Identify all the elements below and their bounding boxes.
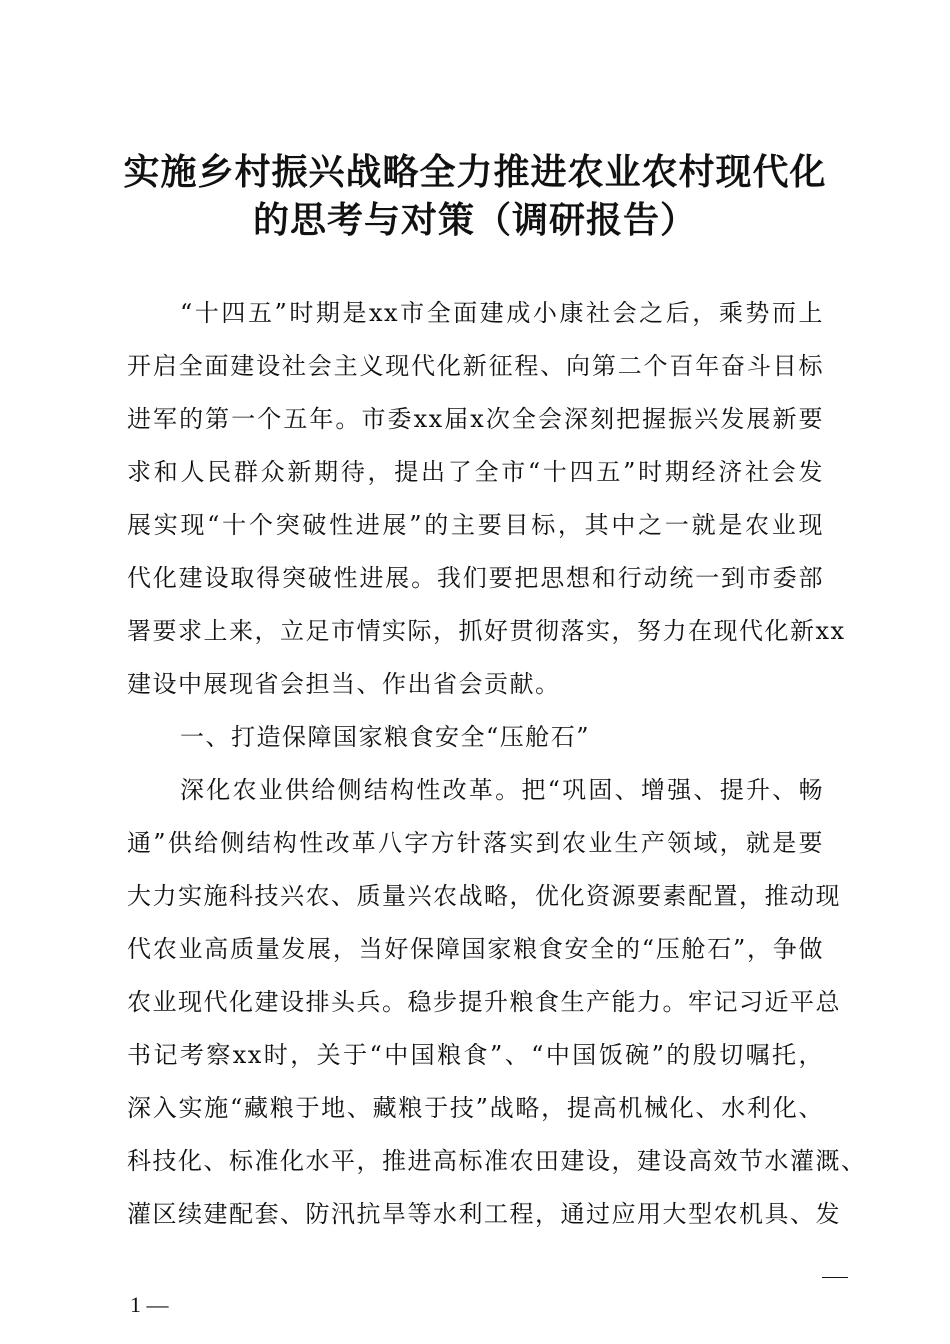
section-heading-text: 一、打造保障国家粮食安全“压舱石” [180, 723, 591, 751]
text-line: 农业现代化建设排头兵。稳步提升粮食生产能力。牢记习近平总 [127, 988, 841, 1016]
document-title-line-2: 的思考与对策（调研报告） [252, 199, 697, 241]
text-line: 展实现“十个突破性进展”的主要目标，其中之一就是农业现 [127, 511, 824, 539]
text-line: 代农业高质量发展，当好保障国家粮食安全的“压舱石”，争做 [127, 935, 824, 963]
document-title-line-1: 实施乡村振兴战略全力推进农业农村现代化 [123, 151, 827, 193]
text-line: 署要求上来，立足市情实际，抓好贯彻落实，努力在现代化新xx [127, 617, 846, 645]
page-number: 1 — [130, 1292, 169, 1317]
footer-rule [822, 1277, 848, 1278]
text-line: 建设中展现省会担当、作出省会贡献。 [127, 670, 561, 698]
text-line: 通”供给侧结构性改革八字方针落实到农业生产领域，就是要 [127, 829, 824, 857]
text-line: 科技化、标准化水平，推进高标准农田建设，建设高效节水灌溉、 [127, 1147, 867, 1175]
text-line: 灌区续建配套、防汛抗旱等水利工程，通过应用大型农机具、发 [127, 1200, 841, 1228]
text-line: 深入实施“藏粮于地、藏粮于技”战略，提高机械化、水利化、 [127, 1094, 824, 1122]
text-line: 书记考察xx时，关于“中国粮食”、“中国饭碗”的殷切嘱托， [127, 1041, 824, 1069]
text-line: “十四五”时期是xx市全面建成小康社会之后，乘势而上 [180, 299, 824, 327]
text-line: 深化农业供给侧结构性改革。把“巩固、增强、提升、畅 [180, 776, 824, 804]
text-line: 大力实施科技兴农、质量兴农战略，优化资源要素配置，推动现 [127, 882, 841, 910]
text-line: 代化建设取得突破性进展。我们要把思想和行动统一到市委部 [127, 564, 824, 592]
text-line: 开启全面建设社会主义现代化新征程、向第二个百年奋斗目标 [127, 352, 824, 380]
text-line: 进军的第一个五年。市委xx届x次全会深刻把握振兴发展新要 [127, 405, 824, 433]
text-line: 求和人民群众新期待，提出了全市“十四五”时期经济社会发 [127, 458, 824, 486]
